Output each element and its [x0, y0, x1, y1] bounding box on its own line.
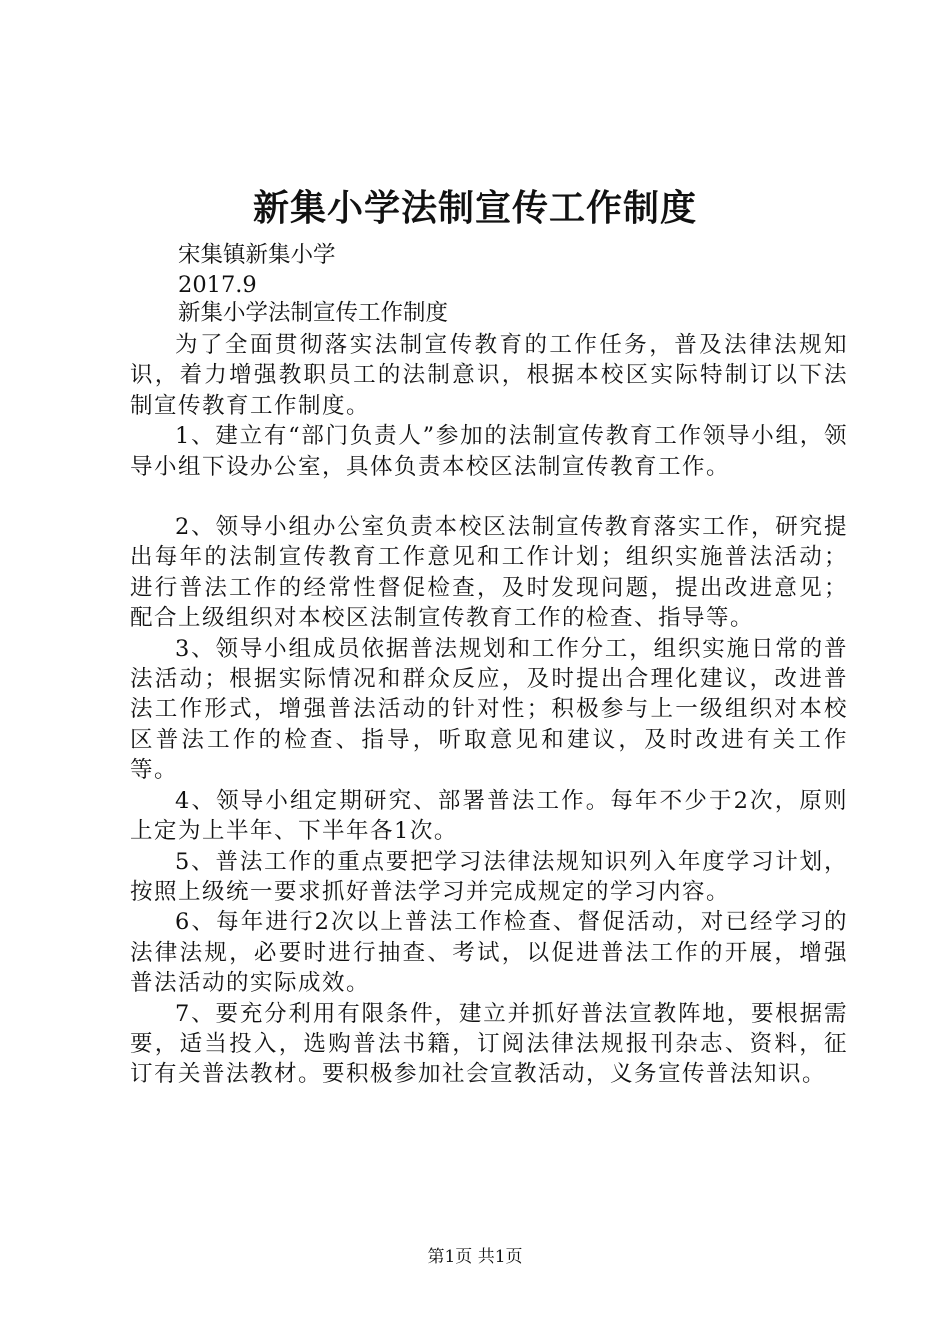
rule-paragraph-4: 4、领导小组定期研究、部署普法工作。每年不少于2次，原则上定为上半年、下半年各1次。 — [130, 787, 848, 845]
document-body — [130, 330, 848, 1090]
school-name: 宋集镇新集小学 — [178, 242, 336, 268]
document-date: 2017.9 — [178, 272, 257, 298]
rule-paragraph-6: 6、每年进行2次以上普法工作检查、督促活动，对已经学习的法律法规，必要时进行抽查、考试，以促进普法工作的开展，增强普法活动的实际成效。 — [130, 909, 848, 997]
document-title: 新集小学法制宣传工作制度 — [252, 187, 697, 229]
rule-paragraph-1: 1、建立有“部门负责人”参加的法制宣传教育工作领导小组，领导小组下设办公室，具体负责本校区法制宣传教育工作。 — [130, 423, 848, 480]
intro-paragraph: 为了全面贯彻落实法制宣传教育的工作任务，普及法律法规知识，着力增强教职员工的法制意识，根据本校区实际特制订以下法制宣传教育工作制度。 — [130, 332, 848, 419]
document-subtitle: 新集小学法制宣传工作制度 — [178, 300, 449, 326]
rule-paragraph-2: 2、领导小组办公室负责本校区法制宣传教育落实工作，研究提出每年的法制宣传教育工作意见和工作计划；组织实施普法活动；进行普法工作的经常性督促检查，及时发现问题，提出改进意见；配合上级组织对本校区法制宣传教育工作的检查、指导等。 — [130, 514, 848, 632]
page-footer: 第1页 共1页 — [427, 1247, 523, 1267]
rule-paragraph-3: 3、领导小组成员依据普法规划和工作分工，组织实施日常的普法活动；根据实际情况和群众反应，及时提出合理化建议，改进普法工作形式，增强普法活动的针对性；积极参与上一级组织对本校区普法工作的检查、指导，听取意见和建议，及时改进有关工作等。 — [130, 635, 848, 784]
rule-paragraph-5: 5、普法工作的重点要把学习法律法规知识列入年度学习计划，按照上级统一要求抓好普法学习并完成规定的学习内容。 — [130, 848, 848, 905]
rule-paragraph-7: 7、要充分利用有限条件，建立并抓好普法宣教阵地，要根据需要，适当投入，选购普法书籍，订阅法律法规报刊杂志、资料，征订有关普法教材。要积极参加社会宣教活动，义务宣传普法知识。 — [130, 1000, 848, 1088]
